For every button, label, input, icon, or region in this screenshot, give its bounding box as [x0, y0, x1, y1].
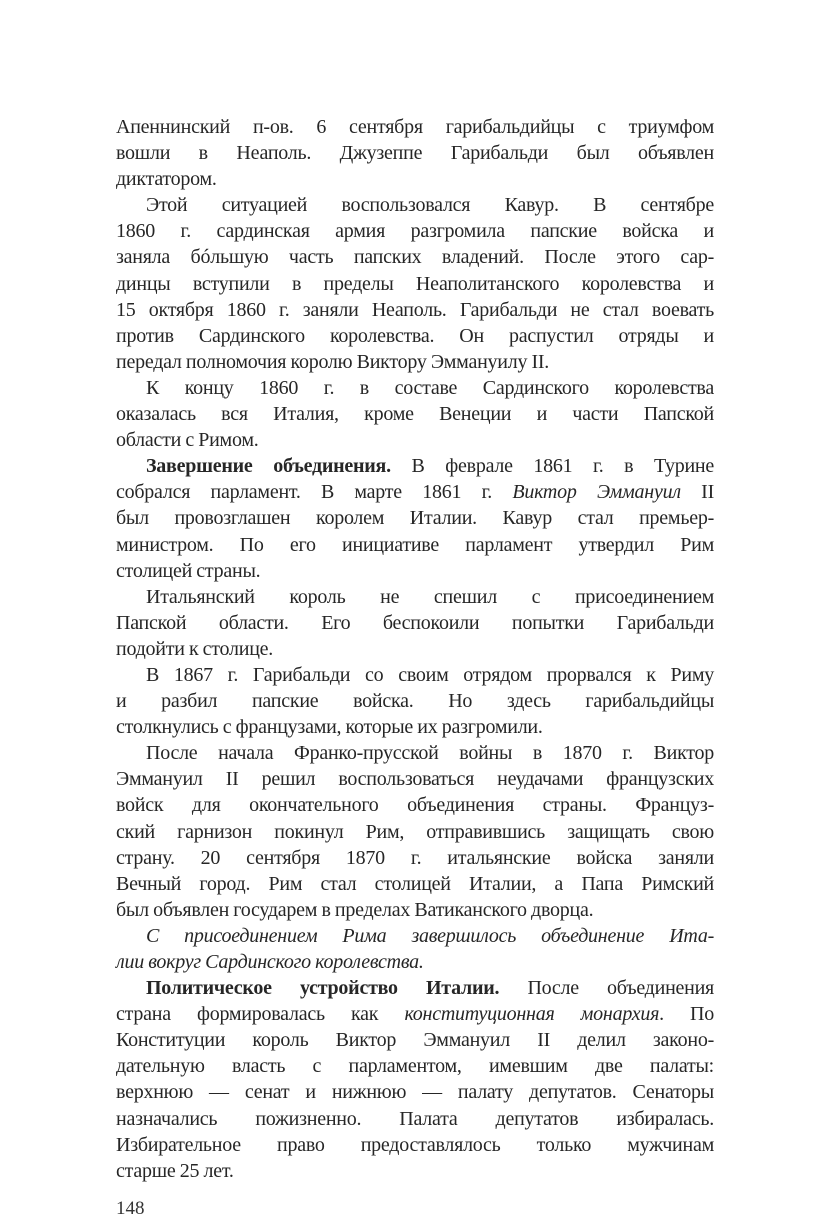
text-line: назначались пожизненно. Палата депутатов избиралась.: [116, 1107, 714, 1130]
text-line: старше 25 лет.: [116, 1159, 234, 1182]
page-text: [116, 114, 714, 1184]
text-line: подойти к столице.: [116, 637, 274, 660]
paragraph: [116, 740, 714, 923]
paragraph: [116, 975, 714, 1184]
text-line: Вечный город. Рим стал столицей Италии, а Папа Римский: [116, 872, 714, 895]
bold-heading: Политическое устройство Италии.: [146, 977, 500, 1000]
page-number: 148: [116, 1197, 145, 1219]
text-line: вошли в Неаполь. Джузеппе Гарибальди был объявлен: [116, 142, 714, 165]
text-line: верхнюю — сенат и нижнюю — палату депутатов. Сенаторы: [116, 1081, 714, 1104]
text-line: [116, 975, 714, 1001]
text-line: был провозглашен королем Италии. Кавур стал премьер-: [116, 507, 714, 530]
paragraph: [116, 114, 714, 192]
text-run: . По: [659, 1003, 714, 1026]
text-line: столицей страны.: [116, 559, 261, 582]
text-line: передал полномочия королю Виктору Эммануилу II.: [116, 350, 550, 373]
text-line: лии вокруг Сардинского королевства.: [116, 951, 424, 973]
text-line: [116, 453, 714, 479]
text-line: Конституции король Виктор Эммануил II делил законо-: [116, 1029, 714, 1052]
paragraph: [116, 453, 714, 583]
text-line: страну. 20 сентября 1870 г. итальянские войска заняли: [116, 846, 714, 869]
text-line: дательную власть с парламентом, имевшим две палаты:: [116, 1055, 714, 1078]
text-run: В феврале 1861 г. в Турине: [390, 455, 714, 478]
bold-heading: Завершение объединения.: [146, 455, 391, 478]
text-run: II: [680, 481, 714, 504]
text-line: динцы вступили в пределы Неаполитанского королевства и: [116, 272, 714, 295]
text-line: К концу 1860 г. в составе Сардинского королевства: [146, 376, 714, 399]
text-line: ский гарнизон покинул Рим, отправившись защищать свою: [116, 820, 714, 843]
text-line: 1860 г. сардинская армия разгромила папские войска и: [116, 220, 714, 243]
text-line: [116, 479, 714, 505]
text-line: столкнулись с французами, которые их разгромили.: [116, 716, 543, 739]
text-line: оказалась вся Италия, кроме Венеции и части Папской: [116, 403, 714, 426]
paragraph: [116, 662, 714, 740]
text-line: был объявлен государем в пределах Ватиканского дворца.: [116, 898, 594, 921]
text-line: диктатором.: [116, 168, 217, 191]
text-line: Избирательное право предоставлялось только мужчинам: [116, 1133, 714, 1156]
text-line: 15 октября 1860 г. заняли Неаполь. Гарибальди не стал воевать: [116, 298, 714, 321]
paragraph: [116, 375, 714, 453]
text-line: области с Римом.: [116, 429, 259, 452]
italic-term: Виктор Эммануил: [512, 481, 681, 504]
text-line: против Сардинского королевства. Он распустил отряды и: [116, 324, 714, 347]
paragraph: [116, 192, 714, 375]
text-run: собрался парламент. В марте 1861 г.: [116, 481, 513, 504]
text-line: и разбил папские войска. Но здесь гарибальдийцы: [116, 690, 714, 713]
paragraph: [116, 923, 714, 975]
text-run: страна формировалась как: [116, 1003, 405, 1026]
text-run: После объединения: [499, 977, 714, 1000]
text-line: [116, 1001, 714, 1027]
text-line: Папской области. Его беспокоили попытки Гарибальди: [116, 611, 714, 634]
text-line: министром. По его инициативе парламент утвердил Рим: [116, 533, 714, 556]
paragraph: [116, 584, 714, 662]
text-line: Этой ситуацией воспользовался Кавур. В сентябре: [146, 194, 714, 217]
text-line: Апеннинский п-ов. 6 сентября гарибальдийцы с триумфом: [116, 116, 714, 138]
page-body: [116, 114, 714, 1220]
text-line: заняла бóльшую часть папских владений. После этого сар-: [116, 246, 714, 269]
italic-term: конституционная монархия: [404, 1003, 660, 1026]
text-line: С присоединением Рима завершилось объединение Ита-: [146, 924, 714, 947]
text-line: После начала Франко-прусской войны в 1870 г. Виктор: [146, 742, 714, 765]
text-line: Итальянский король не спешил с присоединением: [146, 585, 714, 608]
text-line: войск для окончательного объединения страны. Француз-: [116, 794, 714, 817]
text-line: Эммануил II решил воспользоваться неудачами французских: [116, 768, 714, 791]
text-line: В 1867 г. Гарибальди со своим отрядом прорвался к Риму: [146, 663, 714, 686]
